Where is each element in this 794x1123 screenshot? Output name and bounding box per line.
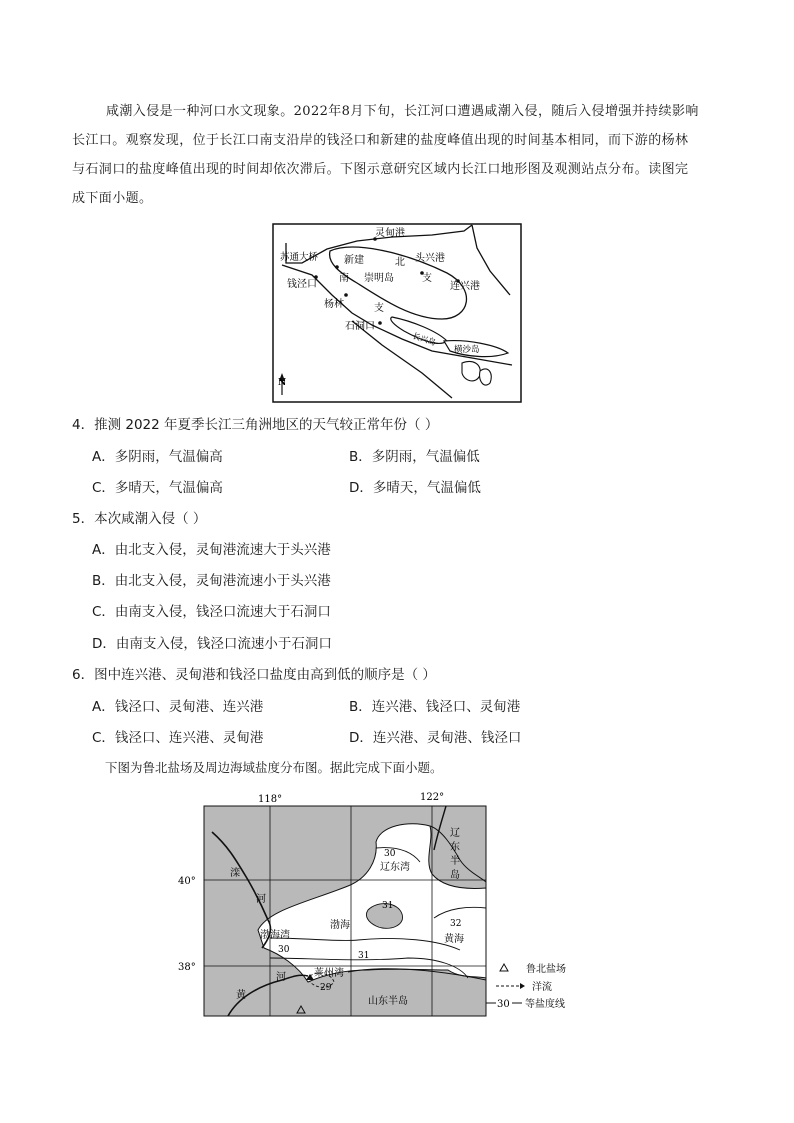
q4-option-a[interactable]: A．多阴雨，气温偏高	[92, 449, 223, 465]
lon-118-label: 118°	[258, 794, 283, 805]
passage-line-2: 长江口。观察发现，位于长江口南支沿岸的钱泾口和新建的盐度峰值出现的时间基本相同，而下游的杨林	[72, 133, 689, 148]
iso-label-31-north: 31	[382, 901, 394, 911]
lat-40-label: 40°	[178, 876, 196, 887]
label-he-1: 河	[256, 894, 266, 905]
legend-isoline-number: 30	[497, 999, 510, 1010]
passage-line-4: 成下面小题。	[72, 191, 153, 206]
legend-current-arrow	[520, 983, 525, 989]
label-dong: 东	[450, 842, 460, 853]
label-xinjian: 新建	[344, 255, 364, 266]
label-huanghai: 黄海	[444, 934, 464, 945]
label-linggang: 灵甸港	[375, 228, 405, 239]
passage-text: 咸潮入侵是一种河口水文现象。2022年8月下旬，长江河口遭遇咸潮入侵，随后入侵增强并持续影响	[106, 104, 699, 119]
iso-label-32: 32	[450, 919, 462, 929]
q6-option-d[interactable]: D．连兴港、灵甸港、钱泾口	[349, 730, 522, 746]
label-liao: 辽	[450, 828, 460, 839]
q6-stem: 6．图中连兴港、灵甸港和钱泾口盐度由高到低的顺序是（ ）	[72, 667, 436, 683]
station-xinjian	[335, 265, 339, 269]
label-hengsha: 横沙岛	[454, 345, 480, 355]
label-liaodongwan: 辽东湾	[380, 862, 410, 873]
legend-saltfield-icon	[500, 964, 508, 971]
label-bohai: 渤海	[330, 920, 350, 931]
label-zhi-2: 支	[374, 303, 384, 314]
label-huang: 黄	[236, 990, 246, 1001]
iso-label-30-north: 30	[384, 849, 396, 859]
label-laizhouwan: 莱州湾	[314, 968, 344, 979]
iso-label-29: 29	[320, 983, 332, 993]
label-yanglin: 杨林	[324, 299, 344, 310]
label-he-2: 河	[276, 972, 286, 983]
q5-option-b[interactable]: B．由北支入侵，灵甸港流速小于头兴港	[92, 573, 331, 589]
label-changxing: 长兴岛	[411, 331, 437, 348]
yangtze-estuary-map	[272, 223, 522, 403]
north-label: N	[278, 378, 287, 388]
station-shidong	[378, 321, 382, 325]
legend-isoline-label: 等盐度线	[525, 999, 565, 1010]
label-ban: 半	[450, 856, 460, 867]
label-shidong: 石洞口	[345, 321, 375, 332]
q5-option-d[interactable]: D．由南支入侵，钱泾口流速小于石洞口	[92, 636, 332, 652]
iso-label-30-south: 30	[278, 945, 290, 955]
label-sutong-bridge: 苏通大桥	[280, 252, 319, 263]
legend-current-label: 洋流	[532, 982, 552, 993]
figure2-intro: 下图为鲁北盐场及周边海域盐度分布图。据此完成下面小题。	[105, 760, 443, 775]
q4-stem: 4．推测 2022 年夏季长江三角洲地区的天气较正常年份（ ）	[72, 417, 439, 433]
q4-option-d[interactable]: D．多晴天，气温偏低	[349, 480, 481, 496]
label-shandong: 山东半岛	[368, 996, 408, 1007]
q6-option-c[interactable]: C．钱泾口、连兴港、灵甸港	[92, 730, 264, 746]
q6-option-b[interactable]: B．连兴港、钱泾口、灵甸港	[349, 699, 521, 715]
shoal-2	[480, 369, 492, 385]
legend-saltfield-label: 鲁北盐场	[526, 964, 566, 975]
lon-122-label: 122°	[420, 792, 445, 803]
label-zhi-1: 支	[422, 273, 432, 284]
q4-option-c[interactable]: C．多晴天，气温偏高	[92, 480, 223, 496]
shoal	[462, 362, 480, 381]
iso-label-31-south: 31	[358, 951, 370, 961]
label-luan: 滦	[230, 868, 240, 879]
lat-38-label: 38°	[178, 962, 196, 973]
label-lianxing: 连兴港	[450, 281, 480, 292]
label-touxing: 头兴港	[415, 253, 445, 264]
label-bei: 北	[395, 257, 405, 268]
q5-stem: 5．本次咸潮入侵（ ）	[72, 511, 207, 527]
q4-option-b[interactable]: B．多阴雨，气温偏低	[349, 449, 480, 465]
label-bohaiwan: 渤海湾	[260, 930, 290, 941]
label-dao: 岛	[450, 870, 460, 881]
q5-option-c[interactable]: C．由南支入侵，钱泾口流速大于石洞口	[92, 604, 331, 620]
label-chongming: 崇明岛	[364, 273, 394, 284]
passage-line-1	[72, 97, 724, 126]
station-yanglin	[344, 293, 348, 297]
label-qianjing: 钱泾口	[287, 279, 317, 290]
q6-option-a[interactable]: A．钱泾口、灵甸港、连兴港	[92, 699, 264, 715]
label-nan: 南	[339, 273, 349, 284]
bohai-salinity-map	[178, 790, 598, 1020]
q5-option-a[interactable]: A．由北支入侵，灵甸港流速大于头兴港	[92, 542, 331, 558]
passage-line-3: 与石洞口的盐度峰值出现的时间却依次滞后。下图示意研究区域内长江口地形图及观测站点分布。读图完	[72, 162, 689, 177]
